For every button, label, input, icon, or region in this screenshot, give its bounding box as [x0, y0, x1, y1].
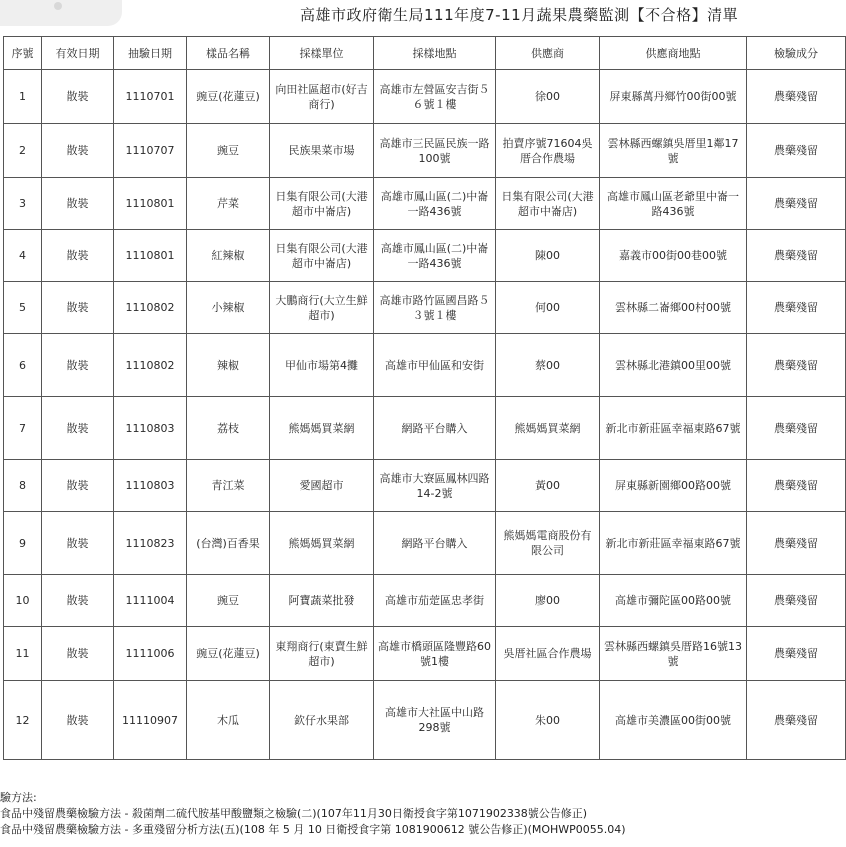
cell-col-supplier-location: 高雄市彌陀區00路00號 — [600, 575, 747, 627]
column-header-col-supplier-location: 供應商地點 — [600, 37, 747, 70]
cell-col-sample-name: 荔枝 — [187, 397, 270, 460]
cell-col-supplier-location: 雲林縣北港鎮00里00號 — [600, 334, 747, 397]
cell-col-supplier: 拍賣序號71604吳厝合作農場 — [496, 124, 600, 178]
cell-col-validity: 散裝 — [42, 627, 114, 681]
cell-col-serial-no: 8 — [4, 460, 42, 512]
cell-col-sampling-unit: 熊媽媽買菜網 — [270, 397, 374, 460]
column-header-col-sampling-date: 抽驗日期 — [114, 37, 187, 70]
column-header-col-sampling-location: 採樣地點 — [374, 37, 496, 70]
column-header-col-sampling-unit: 採樣單位 — [270, 37, 374, 70]
cell-col-sampling-unit: 大鵬商行(大立生鮮超市) — [270, 282, 374, 334]
cell-col-test-item: 農藥殘留 — [747, 282, 846, 334]
cell-col-sampling-date: 1110801 — [114, 178, 187, 230]
cell-col-supplier: 陳00 — [496, 230, 600, 282]
cell-col-sample-name: 芹菜 — [187, 178, 270, 230]
cell-col-sample-name: 木瓜 — [187, 681, 270, 760]
cell-col-validity: 散裝 — [42, 230, 114, 282]
table-row — [4, 334, 846, 397]
cell-col-test-item: 農藥殘留 — [747, 397, 846, 460]
table-row — [4, 70, 846, 124]
cell-col-sampling-date: 11110907 — [114, 681, 187, 760]
cell-col-supplier-location: 屏東縣萬丹鄉竹00街00號 — [600, 70, 747, 124]
table-row — [4, 575, 846, 627]
column-header-col-supplier: 供應商 — [496, 37, 600, 70]
table-row — [4, 460, 846, 512]
cell-col-test-item: 農藥殘留 — [747, 512, 846, 575]
cell-col-validity: 散裝 — [42, 681, 114, 760]
cell-col-supplier-location: 高雄市鳳山區老爺里中崙一路436號 — [600, 178, 747, 230]
table-row — [4, 681, 846, 760]
column-header-col-serial-no: 序號 — [4, 37, 42, 70]
cell-col-validity: 散裝 — [42, 124, 114, 178]
test-method-line: 食品中殘留農藥檢驗方法 - 多重殘留分析方法(五)(108 年 5 月 10 日衛授食字第 1081900612 號公告修正)(MOHWP0055.04) — [0, 823, 626, 836]
cell-col-sampling-location: 網路平台購入 — [374, 397, 496, 460]
cell-col-validity: 散裝 — [42, 178, 114, 230]
table-body — [4, 70, 846, 760]
cell-col-serial-no: 12 — [4, 681, 42, 760]
cell-col-sampling-unit: 愛國超市 — [270, 460, 374, 512]
cell-col-sampling-location: 高雄市路竹區國昌路５３號１樓 — [374, 282, 496, 334]
table-header-row — [4, 37, 846, 70]
cropped-header-graphic — [0, 0, 122, 26]
inspection-table — [3, 36, 846, 760]
cell-col-supplier: 吳厝社區合作農場 — [496, 627, 600, 681]
cell-col-sampling-location: 高雄市鳳山區(二)中崙一路436號 — [374, 178, 496, 230]
cell-col-supplier-location: 嘉義市00街00巷00號 — [600, 230, 747, 282]
cell-col-validity: 散裝 — [42, 575, 114, 627]
cell-col-validity: 散裝 — [42, 334, 114, 397]
cell-col-serial-no: 1 — [4, 70, 42, 124]
column-header-col-test-item: 檢驗成分 — [747, 37, 846, 70]
test-methods-heading: 驗方法: — [0, 791, 37, 804]
cell-col-test-item: 農藥殘留 — [747, 334, 846, 397]
cell-col-sampling-location: 高雄市甲仙區和安街 — [374, 334, 496, 397]
cell-col-sampling-date: 1110803 — [114, 460, 187, 512]
column-header-col-sample-name: 樣品名稱 — [187, 37, 270, 70]
table-row — [4, 178, 846, 230]
cell-col-sampling-location: 高雄市茄萣區忠孝街 — [374, 575, 496, 627]
cell-col-sampling-location: 高雄市橋頭區隆豐路60號1樓 — [374, 627, 496, 681]
cell-col-test-item: 農藥殘留 — [747, 681, 846, 760]
cell-col-supplier: 熊媽媽電商股份有限公司 — [496, 512, 600, 575]
cell-col-sampling-unit: 東翔商行(東賣生鮮超市) — [270, 627, 374, 681]
cell-col-sample-name: 豌豆(花蓮豆) — [187, 70, 270, 124]
cell-col-supplier: 朱00 — [496, 681, 600, 760]
cell-col-sampling-date: 1110801 — [114, 230, 187, 282]
cell-col-test-item: 農藥殘留 — [747, 575, 846, 627]
cell-col-sampling-location: 高雄市鳳山區(二)中崙一路436號 — [374, 230, 496, 282]
table-row — [4, 230, 846, 282]
cell-col-supplier-location: 雲林縣二崙鄉00村00號 — [600, 282, 747, 334]
cell-col-sampling-date: 1110803 — [114, 397, 187, 460]
cell-col-sampling-unit: 日集有限公司(大港超市中崙店) — [270, 230, 374, 282]
cell-col-supplier-location: 屏東縣新園鄉00路00號 — [600, 460, 747, 512]
cell-col-sampling-date: 1110823 — [114, 512, 187, 575]
cell-col-test-item: 農藥殘留 — [747, 124, 846, 178]
cell-col-test-item: 農藥殘留 — [747, 230, 846, 282]
cell-col-validity: 散裝 — [42, 397, 114, 460]
table-row — [4, 282, 846, 334]
cell-col-sampling-unit: 甲仙市場第4攤 — [270, 334, 374, 397]
cell-col-validity: 散裝 — [42, 282, 114, 334]
cell-col-serial-no: 10 — [4, 575, 42, 627]
cell-col-serial-no: 4 — [4, 230, 42, 282]
cell-col-serial-no: 9 — [4, 512, 42, 575]
cell-col-supplier: 日集有限公司(大港超市中崙店) — [496, 178, 600, 230]
cell-col-serial-no: 3 — [4, 178, 42, 230]
table-row — [4, 512, 846, 575]
cropped-logo-fragment — [54, 2, 62, 10]
cell-col-supplier: 徐00 — [496, 70, 600, 124]
table-row — [4, 627, 846, 681]
cell-col-sample-name: 辣椒 — [187, 334, 270, 397]
cell-col-test-item: 農藥殘留 — [747, 70, 846, 124]
document-title: 高雄市政府衛生局111年度7-11月蔬果農藥監測【不合格】清單 — [300, 6, 739, 24]
cell-col-test-item: 農藥殘留 — [747, 460, 846, 512]
test-methods-section — [0, 790, 846, 838]
cell-col-sample-name: 小辣椒 — [187, 282, 270, 334]
cell-col-sampling-unit: 向田社區超市(好吉商行) — [270, 70, 374, 124]
cell-col-supplier: 熊媽媽買菜網 — [496, 397, 600, 460]
cell-col-validity: 散裝 — [42, 512, 114, 575]
cell-col-sampling-unit: 日集有限公司(大港超市中崙店) — [270, 178, 374, 230]
cell-col-sampling-location: 高雄市大社區中山路298號 — [374, 681, 496, 760]
cell-col-sample-name: 豌豆 — [187, 124, 270, 178]
cell-col-sample-name: 豌豆(花蓮豆) — [187, 627, 270, 681]
cell-col-sampling-date: 1110707 — [114, 124, 187, 178]
cell-col-sampling-date: 1111006 — [114, 627, 187, 681]
cell-col-test-item: 農藥殘留 — [747, 627, 846, 681]
cell-col-test-item: 農藥殘留 — [747, 178, 846, 230]
cell-col-sampling-unit: 民族果菜市場 — [270, 124, 374, 178]
test-method-line: 食品中殘留農藥檢驗方法 - 殺菌劑二硫代胺基甲酸鹽類之檢驗(二)(107年11月30日衛授食字第1071902338號公告修正) — [0, 807, 588, 820]
cell-col-supplier-location: 雲林縣西螺鎮吳厝里1鄰17號 — [600, 124, 747, 178]
cell-col-sampling-date: 1110802 — [114, 334, 187, 397]
cell-col-sampling-date: 1110701 — [114, 70, 187, 124]
cell-col-supplier: 蔡00 — [496, 334, 600, 397]
cell-col-sampling-location: 網路平台購入 — [374, 512, 496, 575]
cell-col-sample-name: (台灣)百香果 — [187, 512, 270, 575]
cell-col-sampling-date: 1111004 — [114, 575, 187, 627]
column-header-col-validity: 有效日期 — [42, 37, 114, 70]
cell-col-sampling-location: 高雄市左營區安吉街５６號１樓 — [374, 70, 496, 124]
cell-col-sampling-location: 高雄市三民區民族一路100號 — [374, 124, 496, 178]
cell-col-sampling-unit: 阿寶蔬菜批發 — [270, 575, 374, 627]
cell-col-serial-no: 2 — [4, 124, 42, 178]
cell-col-sampling-unit: 欽仔水果部 — [270, 681, 374, 760]
cell-col-supplier: 何00 — [496, 282, 600, 334]
cell-col-validity: 散裝 — [42, 460, 114, 512]
cell-col-supplier-location: 新北市新莊區幸福東路67號 — [600, 397, 747, 460]
cell-col-supplier: 黃00 — [496, 460, 600, 512]
cell-col-serial-no: 11 — [4, 627, 42, 681]
cell-col-supplier-location: 雲林縣西螺鎮吳厝路16號13號 — [600, 627, 747, 681]
cell-col-sampling-date: 1110802 — [114, 282, 187, 334]
table-row — [4, 124, 846, 178]
table-row — [4, 397, 846, 460]
cell-col-sampling-unit: 熊媽媽買菜網 — [270, 512, 374, 575]
cell-col-validity: 散裝 — [42, 70, 114, 124]
cell-col-serial-no: 7 — [4, 397, 42, 460]
cell-col-sample-name: 青江菜 — [187, 460, 270, 512]
cell-col-sample-name: 豌豆 — [187, 575, 270, 627]
cell-col-sample-name: 紅辣椒 — [187, 230, 270, 282]
cell-col-serial-no: 5 — [4, 282, 42, 334]
cell-col-supplier-location: 高雄市美濃區00街00號 — [600, 681, 747, 760]
cell-col-sampling-location: 高雄市大寮區鳳林四路14-2號 — [374, 460, 496, 512]
cell-col-serial-no: 6 — [4, 334, 42, 397]
cell-col-supplier-location: 新北市新莊區幸福東路67號 — [600, 512, 747, 575]
cell-col-supplier: 廖00 — [496, 575, 600, 627]
